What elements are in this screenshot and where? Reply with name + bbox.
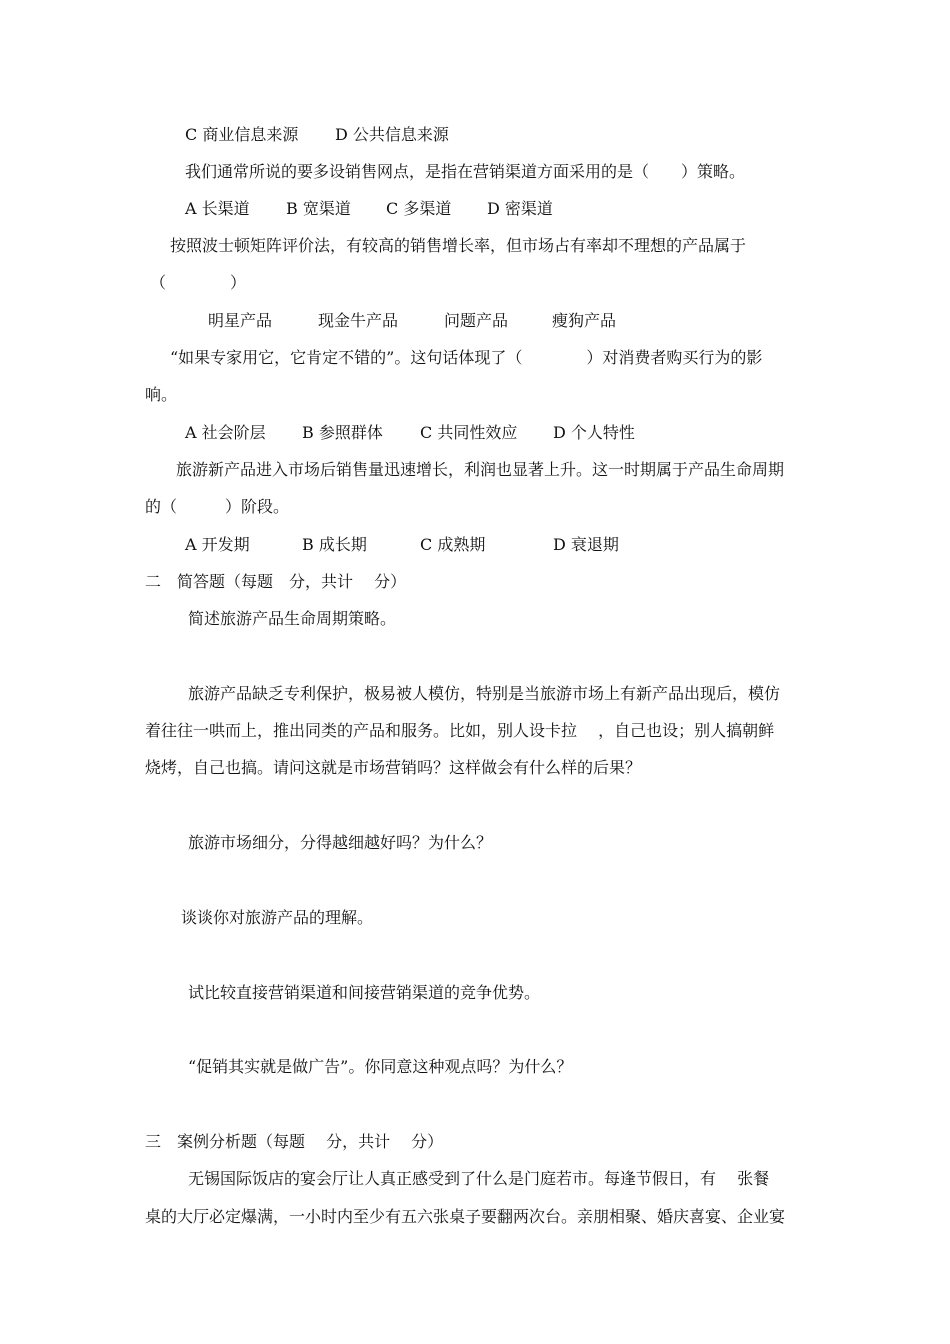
short-answer-q2-line3: 烧烤，自己也搞。请问这就是市场营销吗？这样做会有什么样的后果？ — [145, 758, 642, 777]
case-paragraph-line1: 无锡国际饭店的宴会厅让人真正感受到了什么是门庭若市。每逢节假日，有 张餐 — [188, 1169, 770, 1188]
option-c-commercial-info: C 商业信息来源 — [185, 125, 299, 144]
question-expert-use: “如果专家用它，它肯定不错的”。这句话体现了（ ）对消费者购买行为的影 — [170, 348, 763, 367]
question-sales-network: 我们通常所说的要多设销售网点，是指在营销渠道方面采用的是（ ）策略。 — [185, 162, 746, 181]
question-bcg-matrix: 按照波士顿矩阵评价法，有较高的销售增长率，但市场占有率却不理想的产品属于 — [170, 236, 747, 255]
question-bcg-matrix-blank: （ ） — [150, 273, 247, 292]
option-a-social-class: A 社会阶层 — [185, 423, 266, 442]
question-product-lifecycle: 旅游新产品进入市场后销售量迅速增长，利润也显著上升。这一时期属于产品生命周期 — [176, 460, 785, 479]
option-question-product: 问题产品 — [444, 311, 509, 330]
short-answer-q6: “促销其实就是做广告”。你同意这种观点吗？为什么？ — [188, 1057, 573, 1076]
short-answer-q2-line2: 着往往一哄而上，推出同类的产品和服务。比如，别人设卡拉 ，自己也设；别人搞朝鲜 — [145, 721, 775, 740]
option-a-long-channel: A 长渠道 — [185, 199, 250, 218]
short-answer-q2-line1: 旅游产品缺乏专利保护，极易被人模仿，特别是当旅游市场上有新产品出现后，模仿 — [188, 684, 781, 703]
option-d-personal-traits: D 个人特性 — [553, 423, 635, 442]
option-c-maturity: C 成熟期 — [420, 535, 486, 554]
case-paragraph-line2: 桌的大厅必定爆满，一小时内至少有五六张桌子要翻两次台。亲朋相聚、婚庆喜宴、企业宴 — [145, 1207, 786, 1226]
option-d-decline: D 衰退期 — [553, 535, 619, 554]
option-a-development: A 开发期 — [185, 535, 250, 554]
option-b-growth: B 成长期 — [302, 535, 367, 554]
short-answer-q1: 简述旅游产品生命周期策略。 — [188, 609, 397, 628]
option-dog-product: 瘦狗产品 — [552, 311, 617, 330]
option-d-dense-channel: D 密渠道 — [487, 199, 553, 218]
question-expert-use-cont: 响。 — [145, 385, 178, 404]
option-star-product: 明星产品 — [208, 311, 273, 330]
short-answer-q4: 谈谈你对旅游产品的理解。 — [181, 908, 374, 927]
option-c-commonality-effect: C 共同性效应 — [420, 423, 518, 442]
option-b-reference-group: B 参照群体 — [302, 423, 383, 442]
section-short-answer-heading: 二 简答题（每题 分，共计 分） — [145, 572, 407, 591]
option-c-multi-channel: C 多渠道 — [386, 199, 452, 218]
option-d-public-info: D 公共信息来源 — [335, 125, 449, 144]
short-answer-q5: 试比较直接营销渠道和间接营销渠道的竞争优势。 — [188, 983, 541, 1002]
short-answer-q3: 旅游市场细分，分得越细越好吗？为什么？ — [188, 833, 493, 852]
option-cash-cow-product: 现金牛产品 — [318, 311, 399, 330]
option-b-wide-channel: B 宽渠道 — [286, 199, 351, 218]
question-product-lifecycle-cont: 的（ ）阶段。 — [145, 497, 290, 516]
section-case-analysis-heading: 三 案例分析题（每题 分，共计 分） — [145, 1132, 444, 1151]
